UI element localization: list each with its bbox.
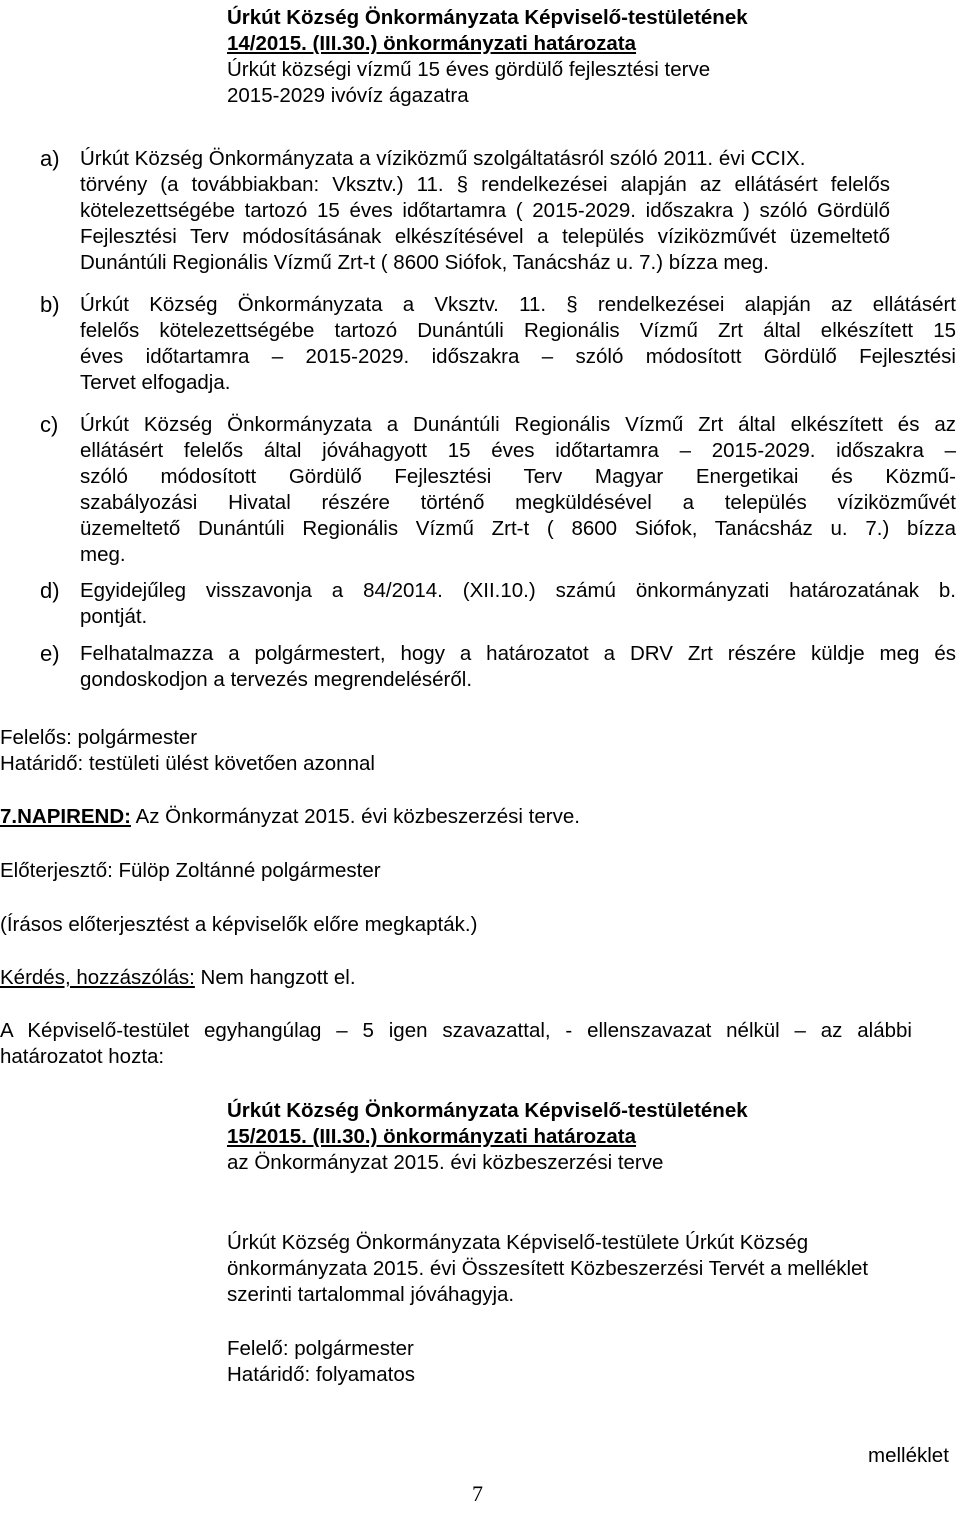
resolution-title: Úrkút Község Önkormányzata Képviselő-testületének	[227, 6, 748, 29]
questions	[0, 965, 356, 991]
responsible: Felelős: polgármester	[0, 726, 198, 749]
item-letter: c)	[40, 412, 59, 437]
item-text: Felhatalmazza a polgármestert, hogy a határozatot a DRV Zrt részére küldje meg és gondoskodjon a tervezés megrendeléséről.	[80, 642, 956, 691]
page-number: 7	[472, 1481, 483, 1506]
item-text: Úrkút Község Önkormányzata a Vksztv. 11. § rendelkezései alapján az ellátásért felelős kötelezettségébe tartozó Dunántúli Regionális Vízmű Zrt által elkészített 15 éves időtartamra – 2015-2029. időszakra – szóló módosított Gördülő Fejlesztési Tervet elfogadja.	[80, 293, 956, 394]
questions-label: Kérdés, hozzászólás:	[0, 966, 195, 989]
item-text: Úrkút Község Önkormányzata a víziközmű szolgáltatásról szóló 2011. évi CCIX. törvény (a továbbiakban: Vksztv.) 11. § rendelkezései alapján az ellátásért felelős kötelezettségébe tartozó 15 éves időtartamra ( 2015-2029. időszakra ) szóló Gördülő Fejlesztési Terv módosításának elkészítésével a település víziközművét üzemeltető Dunántúli Regionális Vízmű Zrt-t ( 8600 Siófok, Tanácsház u. 7.) bízza meg.	[80, 147, 890, 274]
resolution-heading	[227, 5, 748, 109]
resolution-subject: 2015-2029 ivóvíz ágazatra	[227, 84, 469, 107]
item-text: Egyidejűleg visszavonja a 84/2014. (XII.10.) számú önkormányzati határozatának b. pontját.	[80, 579, 956, 628]
item-text: Úrkút Község Önkormányzata a Dunántúli Regionális Vízmű Zrt által elkészített és az ellátásért felelős által jóváhagyott 15 éves időtartamra – 2015-2029. időszakra – szóló módosított Gördülő Fejlesztési Terv Magyar Energetikai és Közmű- szabályozási Hivatal részére történő megküldésével a település víziközművét üzemeltető Dunántúli Regionális Vízmű Zrt-t ( 8600 Siófok, Tanácsház u. 7.) bízza meg.	[80, 413, 956, 566]
agenda-label: 7.NAPIREND:	[0, 805, 131, 828]
vote-statement: A Képviselő-testület egyhangúlag – 5 igen szavazattal, - ellenszavazat nélkül – az alábbi határozatot hozta:	[0, 1019, 912, 1068]
deadline: Határidő: testületi ülést követően azonnal	[0, 752, 375, 775]
deadline: Határidő: folyamatos	[227, 1363, 416, 1386]
resolution-responsibility	[227, 1336, 415, 1388]
resolution-number: 14/2015. (III.30.) önkormányzati határozata	[227, 32, 637, 55]
resolution-heading	[227, 1098, 748, 1176]
agenda-text: Az Önkormányzat 2015. évi közbeszerzési terve.	[131, 805, 580, 828]
item-letter: d)	[40, 578, 60, 603]
attachment-label: melléklet	[868, 1444, 949, 1467]
item-letter: a)	[40, 146, 60, 171]
responsibility-block	[0, 725, 375, 777]
resolution-subject: az Önkormányzat 2015. évi közbeszerzési terve	[227, 1151, 664, 1174]
resolution-subject: Úrkút községi vízmű 15 éves gördülő fejlesztési terve	[227, 58, 711, 81]
item-letter: e)	[40, 641, 60, 666]
agenda-item	[0, 804, 580, 830]
resolution-body: Úrkút Község Önkormányzata Képviselő-testülete Úrkút Község önkormányzata 2015. évi Összesített Közbeszerzési Tervét a melléklet szerinti tartalommal jóváhagyja.	[227, 1231, 869, 1306]
presenter: Előterjesztő: Fülöp Zoltánné polgármester	[0, 859, 381, 882]
resolution-number: 15/2015. (III.30.) önkormányzati határozata	[227, 1125, 637, 1148]
questions-text: Nem hangzott el.	[194, 966, 356, 989]
responsible: Felelő: polgármester	[227, 1337, 414, 1360]
item-letter: b)	[40, 292, 60, 317]
resolution-title: Úrkút Község Önkormányzata Képviselő-testületének	[227, 1099, 748, 1122]
written-note: (Írásos előterjesztést a képviselők előre megkapták.)	[0, 913, 478, 936]
